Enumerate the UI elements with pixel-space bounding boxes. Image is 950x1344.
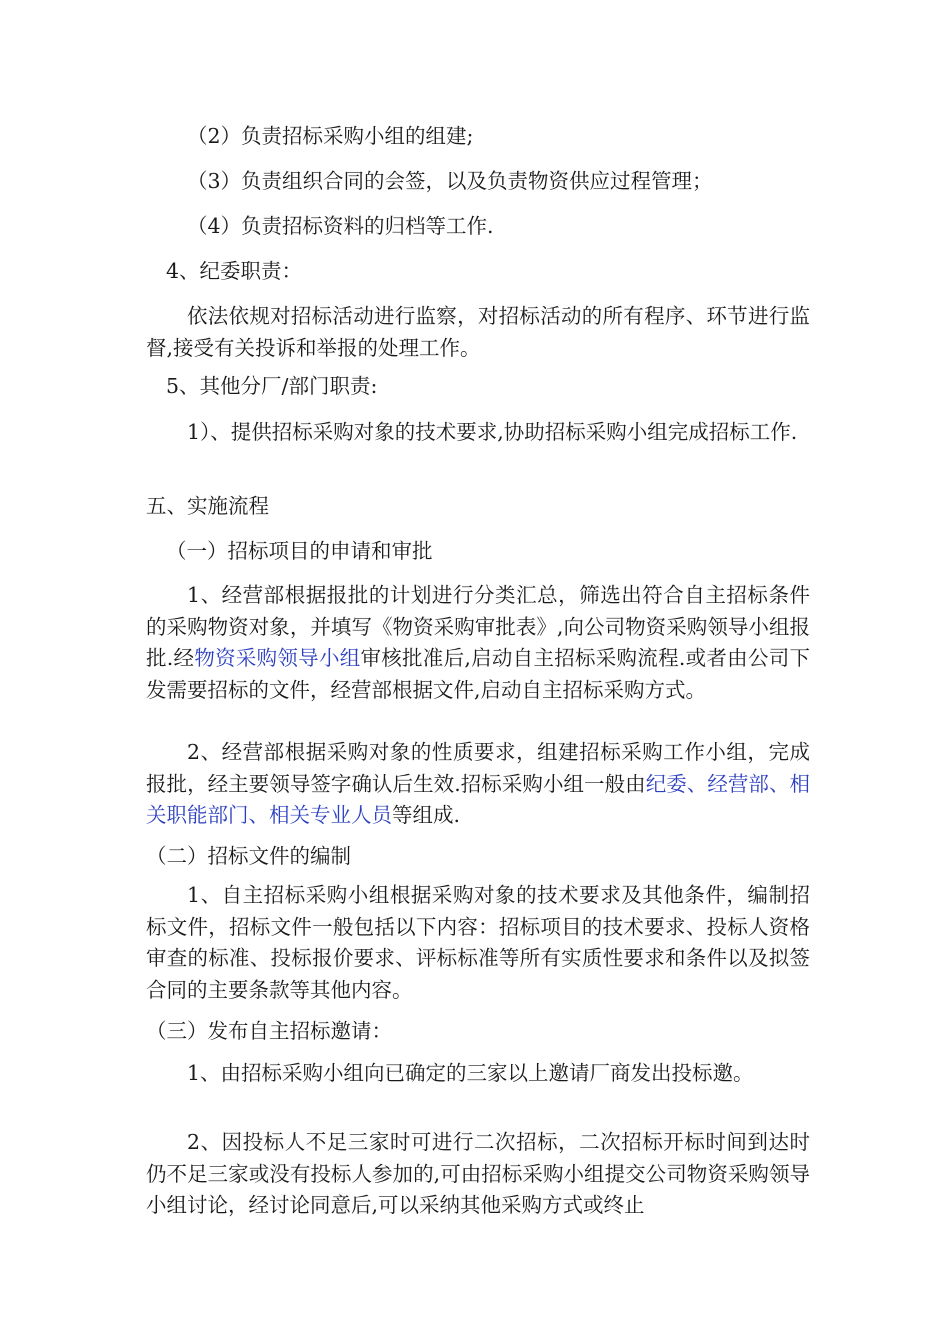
paragraph-text: 审核批准后,启动自主招标采购流程.或者由公司下发需要招标的文件，经营部根据文件,启动自主招标采购方式。 bbox=[146, 646, 810, 702]
section-heading-process: 五、实施流程 bbox=[146, 494, 269, 518]
paragraph-text: 1、经营部根据报批的计划进行分类汇总，筛选出符合自主招标条件的采购物资对象，并填写《物资采购审批表》,向公司物资采购领导小组报批.经 bbox=[146, 583, 810, 670]
paragraph-other-duties: 1）、提供招标采购对象的技术要求,协助招标采购小组完成招标工作. bbox=[187, 420, 798, 444]
paragraph-text: 等组成. bbox=[392, 803, 461, 827]
list-item-2: （2）负责招标采购小组的组建; bbox=[187, 124, 474, 148]
paragraph-application-1 bbox=[146, 580, 810, 706]
link-group-members[interactable]: 纪委、经营部、相关职能部门、相关专业人员 bbox=[146, 771, 811, 827]
paragraph-invitation-2: 2、因投标人不足三家时可进行二次招标，二次招标开标时间到达时仍不足三家或没有投标人参加的,可由招标采购小组提交公司物资采购领导小组讨论，经讨论同意后,可以采纳其他采购方式或终止 bbox=[146, 1130, 810, 1217]
subsection-heading-invitation: （三）发布自主招标邀请： bbox=[146, 1019, 392, 1043]
list-item-3: （3）负责组织合同的会签，以及负责物资供应过程管理； bbox=[187, 169, 713, 193]
paragraph-text: 2、经营部根据采购对象的性质要求，组建招标采购工作小组，完成报批，经主要领导签字确认后生效.招标采购小组一般由 bbox=[146, 740, 810, 796]
paragraph-documents-1: 1、自主招标采购小组根据采购对象的技术要求及其他条件，编制招标文件，招标文件一般包括以下内容：招标项目的技术要求、投标人资格审查的标准、投标报价要求、评标标准等所有实质性要求和条件以及拟签合同的主要条款等其他内容。 bbox=[146, 883, 810, 1002]
subsection-heading-application: （一）招标项目的申请和审批 bbox=[166, 539, 433, 563]
link-procurement-group[interactable]: 物资采购领导小组 bbox=[194, 646, 361, 670]
subsection-heading-documents: （二）招标文件的编制 bbox=[146, 844, 351, 868]
heading-discipline-duties: 4、纪委职责： bbox=[166, 259, 303, 283]
paragraph-application-2 bbox=[146, 737, 810, 832]
list-item-4: （4）负责招标资料的归档等工作. bbox=[187, 214, 494, 238]
heading-other-duties: 5、其他分厂/部门职责: bbox=[166, 374, 378, 398]
paragraph-invitation-1: 1、由招标采购小组向已确定的三家以上邀请厂商发出投标邀。 bbox=[187, 1061, 754, 1085]
paragraph-discipline-duties: 依法依规对招标活动进行监察，对招标活动的所有程序、环节进行监督,接受有关投诉和举报的处理工作。 bbox=[146, 304, 810, 360]
